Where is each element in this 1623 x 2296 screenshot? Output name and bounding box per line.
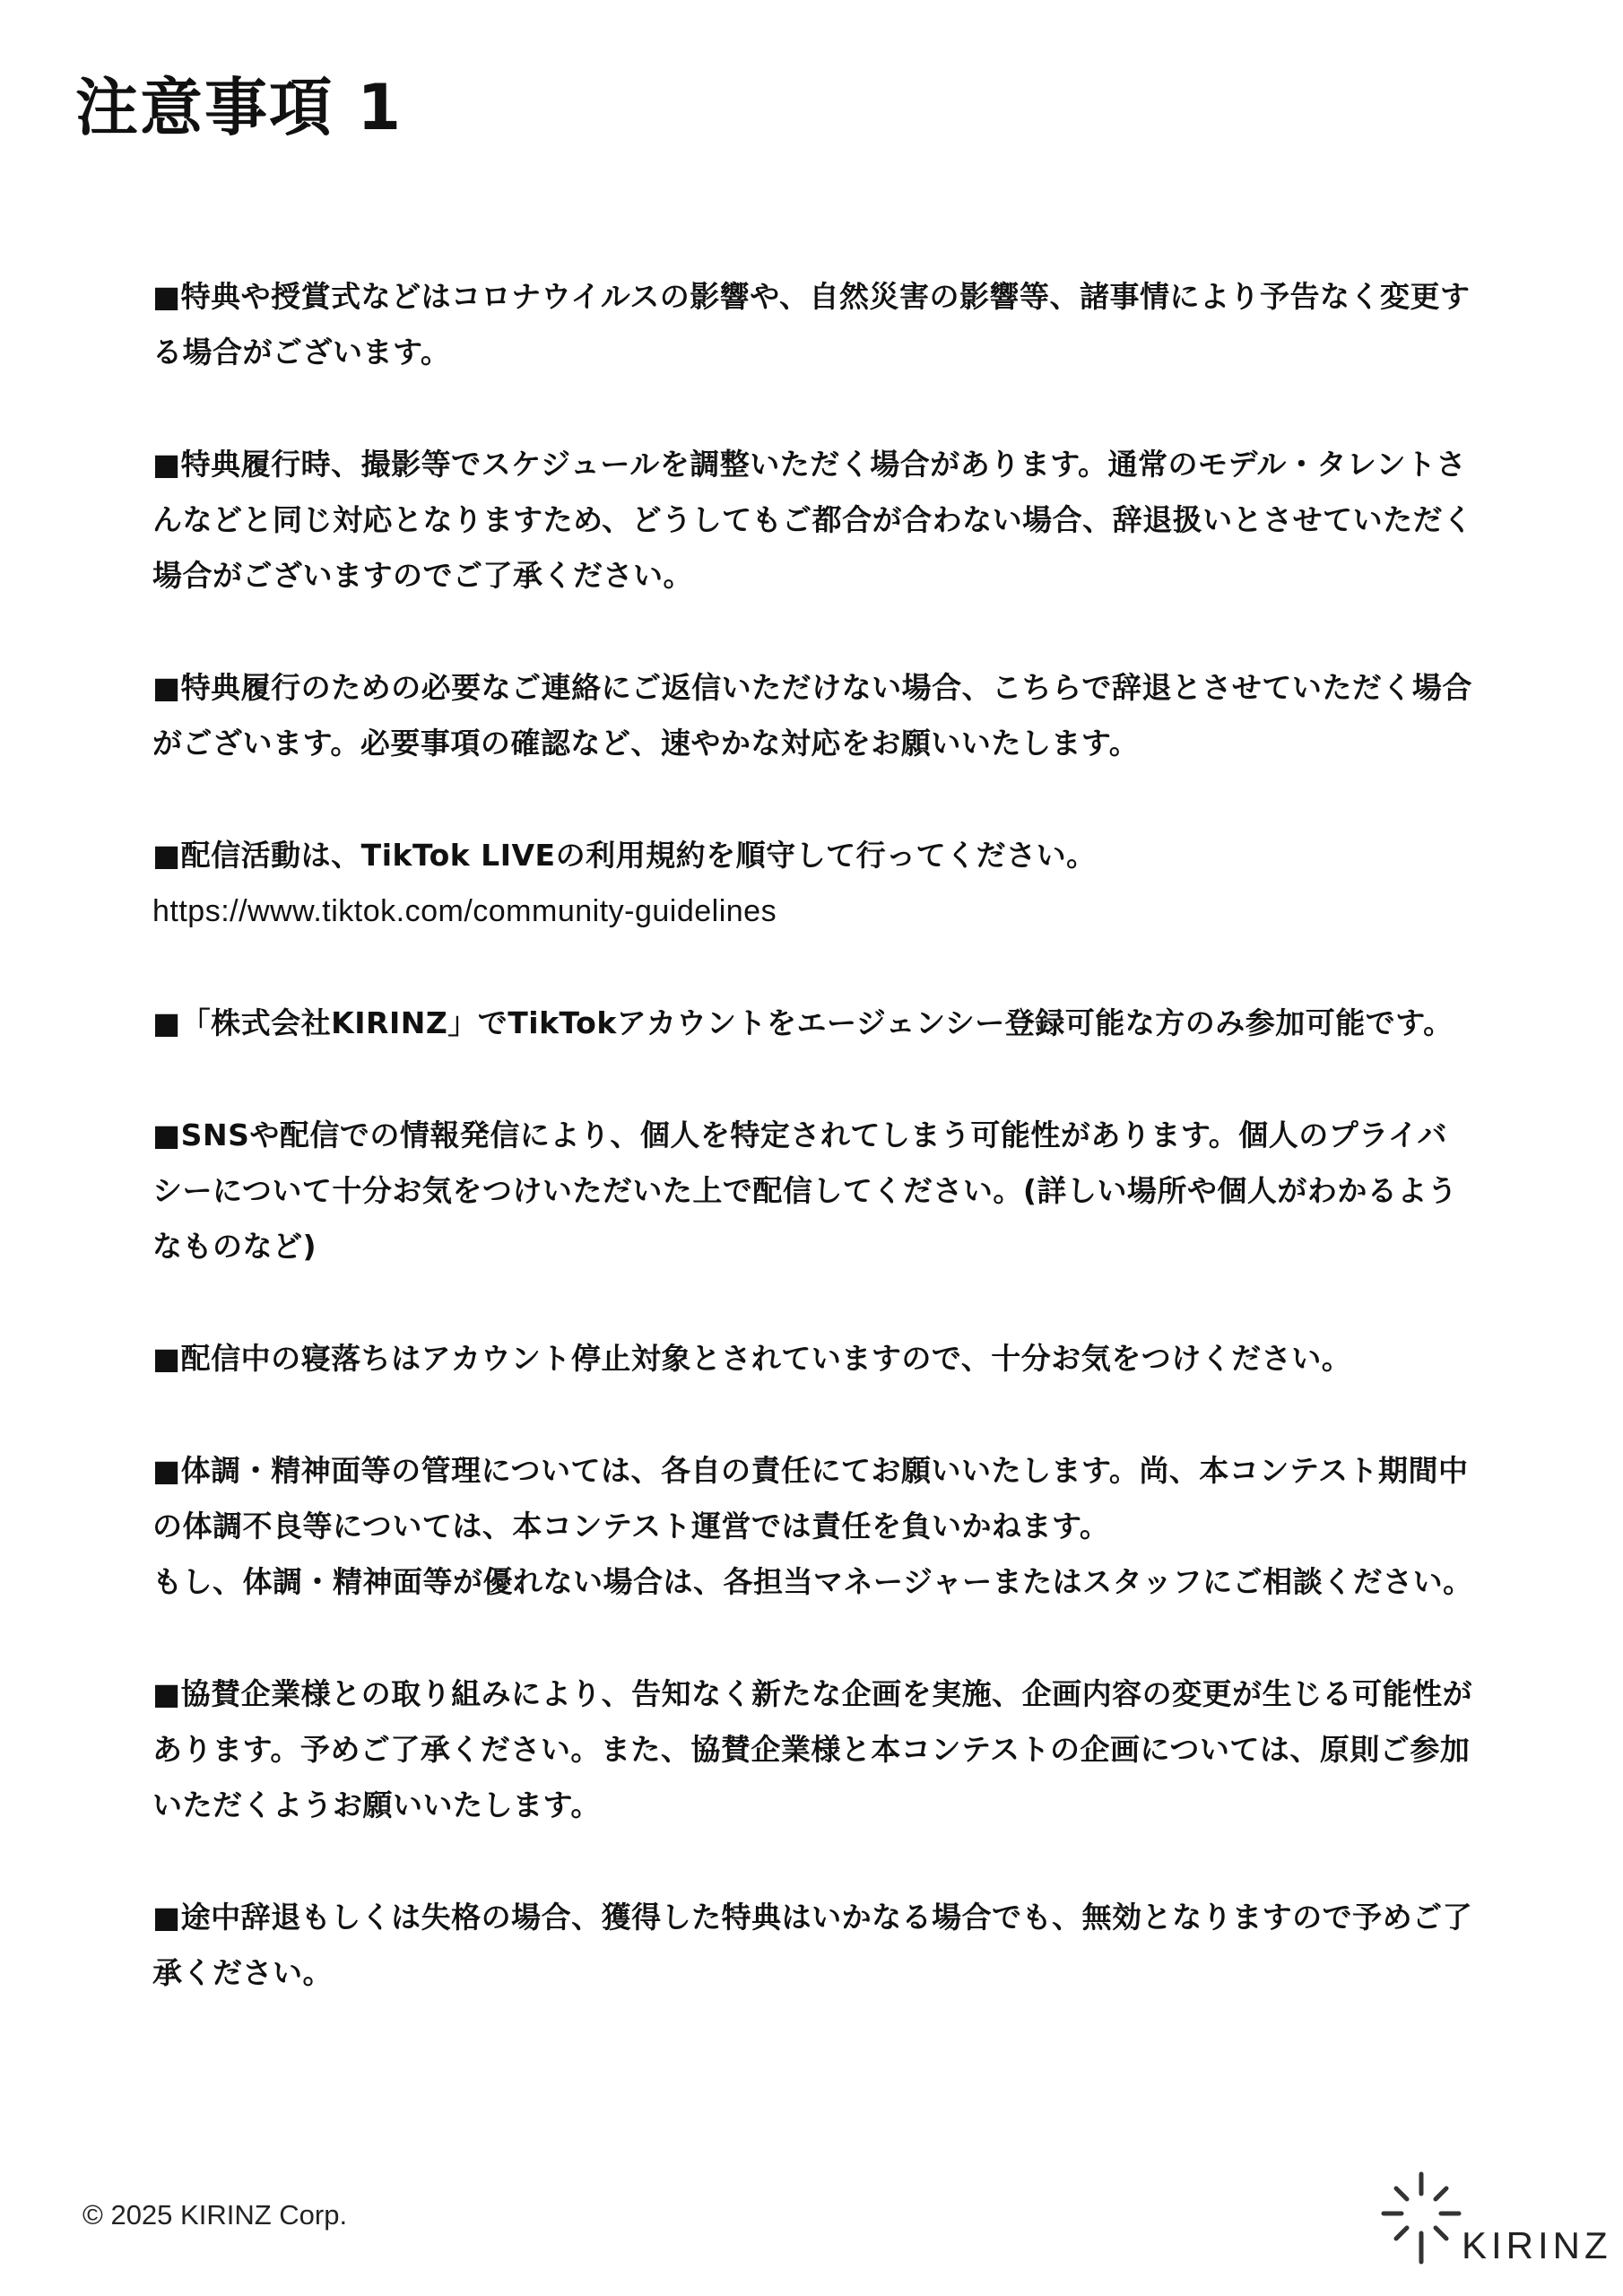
logo-wordmark: KIRINZ — [1462, 2224, 1612, 2266]
note-line: ■SNSや配信での情報発信により、個人を特定されてしまう可能性があります。個人のプライバ — [152, 1118, 1448, 1152]
note-line: なものなど) — [152, 1229, 317, 1264]
note-line: ■特典履行のための必要なご連絡にご返信いただけない場合、こちらで辞退とさせていただく場合 — [152, 670, 1472, 705]
note-item — [152, 1443, 1488, 1610]
note-line: あります。予めご了承ください。また、協賛企業様と本コンテストの企画については、原則ご参加 — [152, 1732, 1471, 1767]
note-line: ■配信中の寝落ちはアカウント停止対象とされていますので、十分お気をつけください。 — [152, 1341, 1352, 1376]
note-line: 場合がございますのでご了承ください。 — [152, 558, 693, 593]
sparkle-logo-icon — [1376, 2169, 1475, 2267]
footer-copyright: © 2025 KIRINZ Corp. — [82, 2199, 348, 2231]
note-line: いただくようお願いいたします。 — [152, 1787, 601, 1822]
note-line: ■配信活動は、TikTok LIVEの利用規約を順守して行ってください。 — [152, 838, 1097, 873]
note-item — [152, 996, 1488, 1051]
note-line: ■途中辞退もしくは失格の場合、獲得した特典はいかなる場合でも、無効となりますので予めご了 — [152, 1900, 1473, 1935]
kirinz-logo — [1376, 2169, 1612, 2267]
note-line: ■協賛企業様との取り組みにより、告知なく新たな企画を実施、企画内容の変更が生じる可能性が — [152, 1676, 1473, 1711]
note-line: もし、体調・精神面等が優れない場合は、各担当マネージャーまたはスタッフにご相談ください。 — [152, 1564, 1473, 1599]
note-item — [152, 1666, 1488, 1833]
note-item — [152, 269, 1488, 380]
page-title: 注意事項 1 — [75, 71, 404, 144]
community-guidelines-link[interactable]: https://www.tiktok.com/community-guidelines — [152, 894, 777, 928]
note-item — [152, 437, 1488, 604]
note-line: ■特典や授賞式などはコロナウイルスの影響や、自然災害の影響等、諸事情により予告なく変更す — [152, 279, 1471, 314]
note-line: の体調不良等については、本コンテスト運営では責任を負いかねます。 — [152, 1509, 1110, 1544]
note-line: ■特典履行時、撮影等でスケジュールを調整いただく場合があります。通常のモデル・タレントさ — [152, 447, 1467, 482]
note-line: がございます。必要事項の確認など、速やかな対応をお願いいたします。 — [152, 726, 1140, 761]
note-item — [152, 1890, 1488, 2001]
note-line: ■「株式会社KIRINZ」でTikTokアカウントをエージェンシー登録可能な方のみ参加可能です。 — [152, 1005, 1454, 1040]
note-line: る場合がございます。 — [152, 335, 451, 370]
note-item — [152, 660, 1488, 771]
note-line: シーについて十分お気をつけいただいた上で配信してください。(詳しい場所や個人がわかるよう — [152, 1173, 1458, 1208]
note-item — [152, 828, 1488, 939]
notes-list — [152, 269, 1488, 2057]
note-line: んなどと同じ対応となりますため、どうしてもご都合が合わない場合、辞退扱いとさせていただく — [152, 502, 1473, 537]
note-item — [152, 1331, 1488, 1387]
note-line: 承ください。 — [152, 1955, 333, 1990]
note-item — [152, 1108, 1488, 1274]
note-line: ■体調・精神面等の管理については、各自の責任にてお願いいたします。尚、本コンテスト期間中 — [152, 1453, 1469, 1488]
